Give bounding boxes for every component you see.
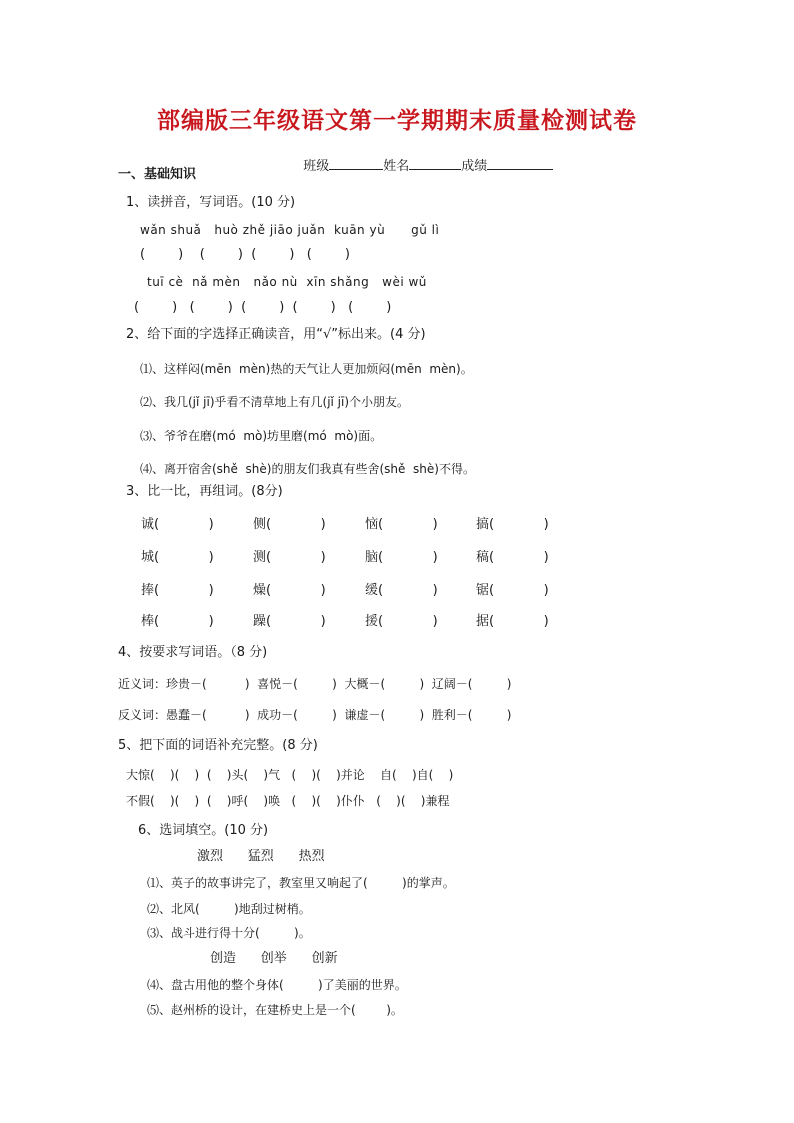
q3-cell[interactable]: 恼( ) [365,517,438,532]
q6-item[interactable]: ⑵、北风( )地刮过树梢。 [147,902,311,916]
q2-item[interactable]: ⑶、爷爷在磨(mó mò)坊里磨(mó mò)面。 [140,429,383,443]
name-blank[interactable] [409,157,461,170]
q3-cell[interactable]: 测( ) [253,550,326,565]
q6-item[interactable]: ⑶、战斗进行得十分( )。 [147,926,311,940]
score-blank[interactable] [487,157,553,170]
q1-heading: 1、读拼音，写词语。(10 分) [126,195,296,210]
q1-answer-blanks-row-2[interactable]: ( ) ( ) ( ) ( ) ( ) [134,300,392,315]
page-title: 部编版三年级语文第一学期期末质量检测试卷 [157,107,637,134]
q2-item[interactable]: ⑴、这样闷(mēn mèn)热的天气让人更加烦闷(mēn mèn)。 [140,362,473,376]
student-info-line [295,141,553,175]
q3-cell[interactable]: 诚( ) [141,517,214,532]
section-basic-knowledge: 一、基础知识 [118,167,197,182]
q3-cell[interactable]: 缓( ) [365,583,438,598]
q3-cell[interactable]: 援( ) [365,614,438,629]
q6-item[interactable]: ⑴、英子的故事讲完了，教室里又响起了( )的掌声。 [147,876,455,890]
q4-synonyms-row[interactable]: 近义词：珍贵－( ) 喜悦－( ) 大概－( ) 辽阔－( ) [118,677,512,691]
q3-cell[interactable]: 稿( ) [476,550,549,565]
q6-heading: 6、选词填空。(10 分) [138,823,269,838]
q3-cell[interactable]: 搞( ) [476,517,549,532]
q3-cell[interactable]: 据( ) [476,614,549,629]
q6-item[interactable]: ⑸、赵州桥的设计，在建桥史上是一个( )。 [147,1003,403,1017]
q6-item[interactable]: ⑷、盘古用他的整个身体( )了美丽的世界。 [147,978,407,992]
q3-cell[interactable]: 锯( ) [476,583,549,598]
q2-item[interactable]: ⑷、离开宿舍(shě shè)的朋友们我真有些舍(shě shè)不得。 [140,462,475,476]
q2-heading: 2、给下面的字选择正确读音，用“√”标出来。(4 分) [126,327,426,342]
q3-cell[interactable]: 躁( ) [253,614,326,629]
q3-cell[interactable]: 侧( ) [253,517,326,532]
q2-item[interactable]: ⑵、我几(jǐ jī)乎看不清草地上有几(jǐ jī)个小朋友。 [140,395,410,409]
q3-cell[interactable]: 脑( ) [365,550,438,565]
score-label: 成绩 [461,159,488,174]
q1-pinyin-row-2: tuī cè nǎ mèn nǎo nù xīn shǎng wèi wǔ [147,275,427,289]
class-blank[interactable] [329,157,383,170]
q1-answer-blanks-row-1[interactable]: ( ) ( ) ( ) ( ) [140,247,350,262]
q3-heading: 3、比一比，再组词。(8分) [126,484,283,499]
name-label: 姓名 [383,159,410,174]
q5-idiom-row-1[interactable]: 大惊( )( ) ( )头( )气 ( )( )并论 自( )自( ) [126,768,454,782]
q4-antonyms-row[interactable]: 反义词：愚蠢－( ) 成功－( ) 谦虚－( ) 胜利－( ) [118,708,512,722]
q6-word-choices-2: 创造 创举 创新 [210,951,338,966]
q5-idiom-row-2[interactable]: 不假( )( ) ( )呼( )唤 ( )( )仆仆 ( )( )兼程 [126,794,450,808]
q3-cell[interactable]: 棒( ) [141,614,214,629]
q3-cell[interactable]: 捧( ) [141,583,214,598]
q6-word-choices-1: 激烈 猛烈 热烈 [197,849,325,864]
class-label: 班级 [303,159,330,174]
q5-heading: 5、把下面的词语补充完整。(8 分) [118,738,318,753]
q3-cell[interactable]: 城( ) [141,550,214,565]
q4-heading: 4、按要求写词语。（8 分) [118,645,268,660]
q3-cell[interactable]: 燥( ) [253,583,326,598]
q1-pinyin-row-1: wǎn shuǎ huò zhě jiāo juǎn kuān yù gǔ lì [140,223,440,237]
